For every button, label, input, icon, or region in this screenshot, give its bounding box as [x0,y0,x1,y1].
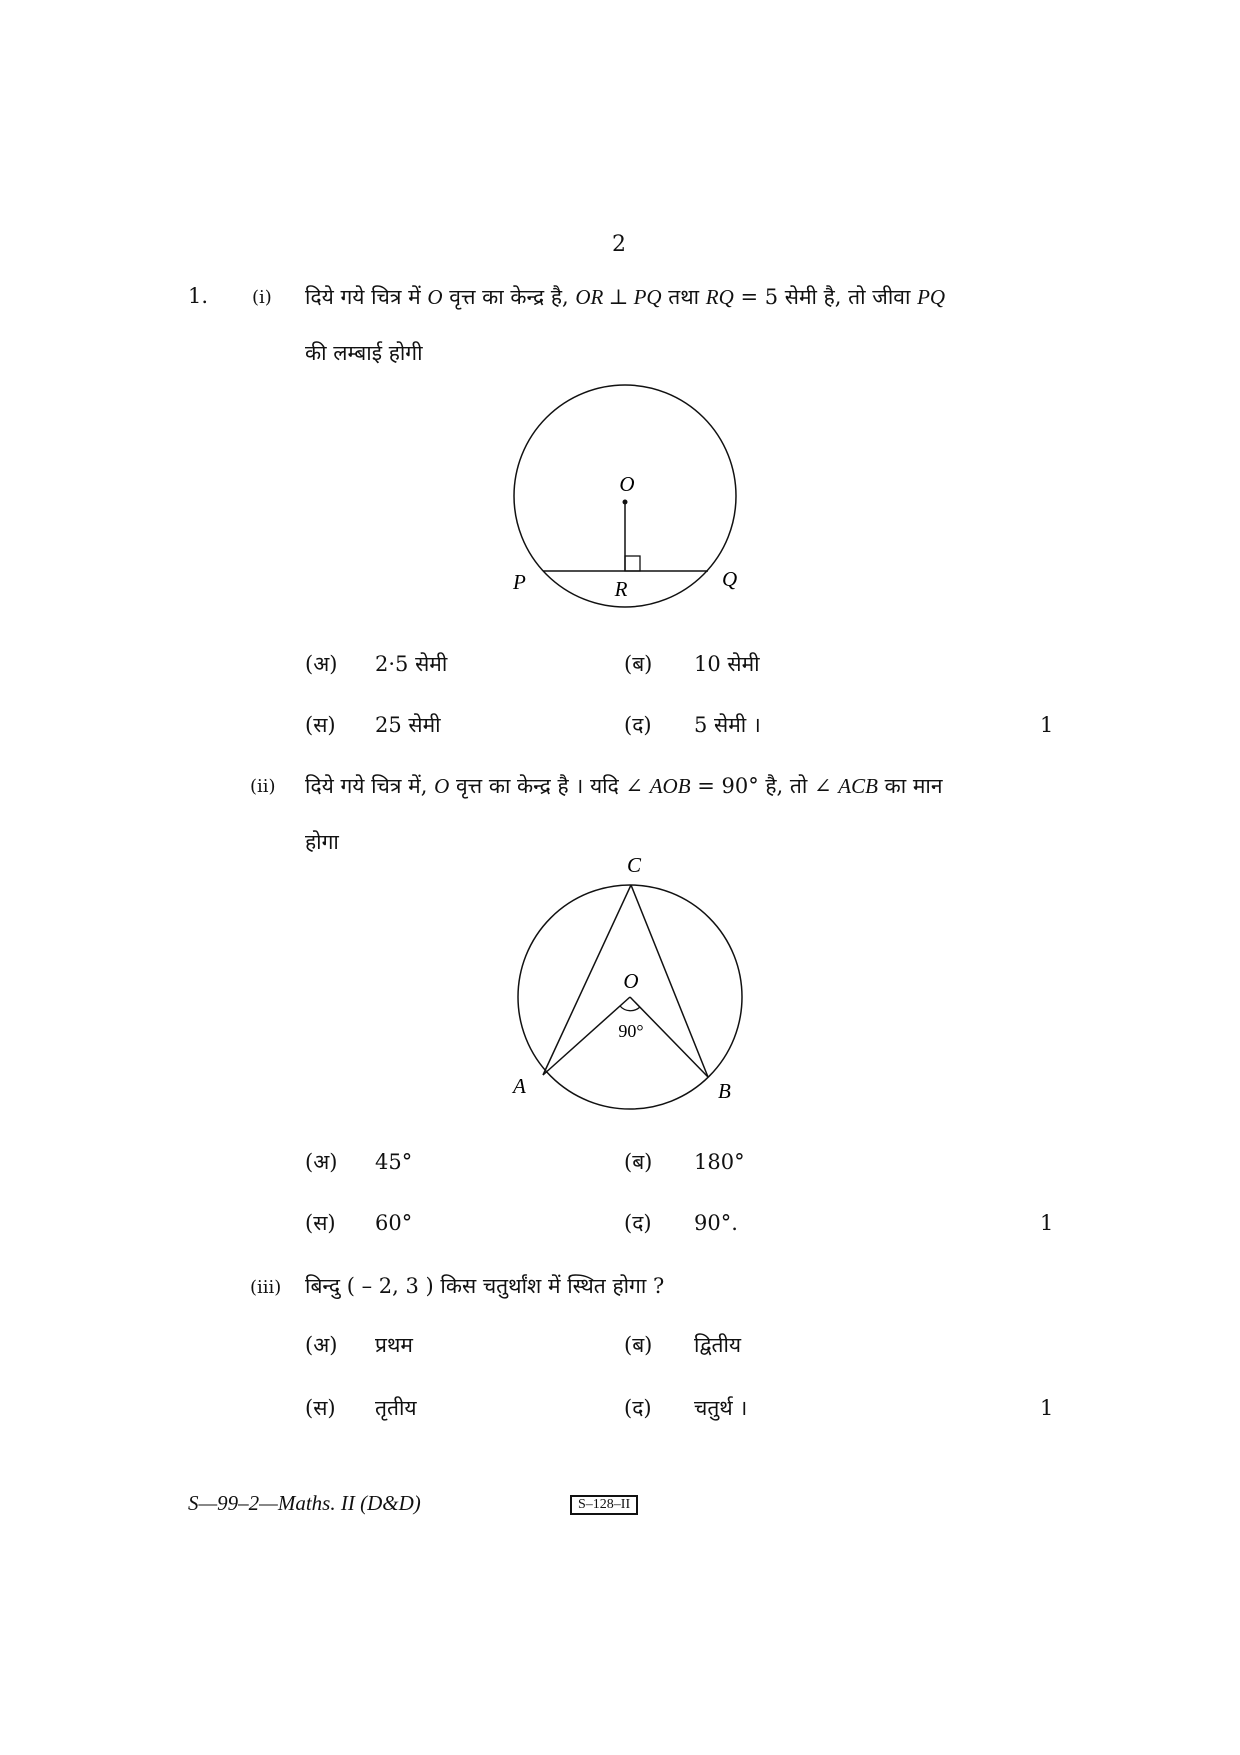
right-angle-mark [625,556,640,571]
option-tag: (द) [624,713,652,737]
label-p: P [513,570,526,594]
option-text: 5 सेमी । [694,713,761,737]
q1-i-text-line1 [305,283,945,311]
option-text: 45° [375,1150,413,1174]
label-o: O [623,969,639,993]
option-text: चतुर्थ । [694,1396,748,1420]
marks: 1 [1040,1211,1054,1235]
angle-arc [620,1006,640,1011]
label-r: R [614,577,628,601]
label-a: A [513,1074,526,1098]
option-c [305,1394,417,1422]
option-a [305,650,447,678]
text-span: दिये गये चित्र में [305,285,421,309]
math-rq: RQ [705,285,734,309]
angle-label: 90° [618,1021,644,1041]
option-tag: (अ) [305,652,338,676]
option-b [624,650,760,678]
text-span: दिये गये चित्र में, [305,774,428,798]
text-span: तथा [668,285,700,309]
q1-ii-text-line1 [305,772,943,800]
circle [514,385,736,607]
part-label-iii: (iii) [250,1277,282,1298]
segment-oa [543,997,630,1075]
footer-code-box: S–128–II [570,1495,638,1515]
label-c: C [626,853,642,877]
segment-cb [631,885,708,1077]
math-o: O [427,285,443,309]
math-acb: ACB [838,774,878,798]
option-tag: (अ) [305,1150,338,1174]
option-d [624,1209,738,1237]
text-span: = 90° है, तो ∠ [697,774,832,798]
part-label-i: (i) [252,287,272,308]
option-text: 180° [694,1150,745,1174]
option-tag: (ब) [624,1333,653,1357]
text-span: का मान [884,774,943,798]
label-o: O [619,472,635,496]
option-text: 60° [375,1211,413,1235]
option-text: 2·5 सेमी [375,652,448,676]
page-number: 2 [612,232,626,257]
label-b: B [718,1079,731,1103]
text-span: = 5 सेमी है, तो जीवा [740,285,911,309]
option-d [624,711,761,739]
option-tag: (द) [624,1211,652,1235]
math-pq: PQ [917,285,946,309]
text-span: वृत्त का केन्द्र है । यदि ∠ [455,774,644,798]
option-tag: (स) [305,1211,336,1235]
option-a [305,1148,412,1176]
option-text: तृतीय [375,1396,417,1420]
q1-ii-text-line2: होगा [305,830,339,854]
label-q: Q [722,567,738,591]
option-c [305,1209,412,1237]
option-b [624,1148,745,1176]
q1-iii-text: बिन्दु ( – 2, 3 ) किस चतुर्थांश में स्थित होगा ? [305,1274,665,1298]
option-d [624,1394,747,1422]
circle-chord-figure [480,380,760,620]
math-or-perp-pq: OR ⊥ PQ [575,285,662,309]
option-text: द्वितीय [694,1333,742,1357]
part-label-ii: (ii) [250,776,276,797]
inscribed-angle-figure [490,850,770,1110]
option-text: 25 सेमी [375,713,441,737]
marks: 1 [1040,1396,1054,1420]
option-text: 10 सेमी [694,652,760,676]
math-aob: AOB [649,774,691,798]
question-number: 1. [188,284,209,308]
math-o: O [434,774,450,798]
option-text: प्रथम [375,1333,413,1357]
option-b [624,1331,741,1359]
option-c [305,711,441,739]
option-tag: (अ) [305,1333,338,1357]
option-tag: (स) [305,1396,336,1420]
option-text: 90°. [694,1211,738,1235]
text-span: वृत्त का केन्द्र है, [449,285,569,309]
option-a [305,1331,413,1359]
option-tag: (ब) [624,1150,653,1174]
q1-i-text-line2: की लम्बाई होगी [305,341,423,365]
option-tag: (द) [624,1396,652,1420]
option-tag: (स) [305,713,336,737]
center-point [623,500,628,505]
footer-series: S—99–2—Maths. II (D&D) [188,1491,421,1515]
marks: 1 [1040,713,1054,737]
option-tag: (ब) [624,652,653,676]
